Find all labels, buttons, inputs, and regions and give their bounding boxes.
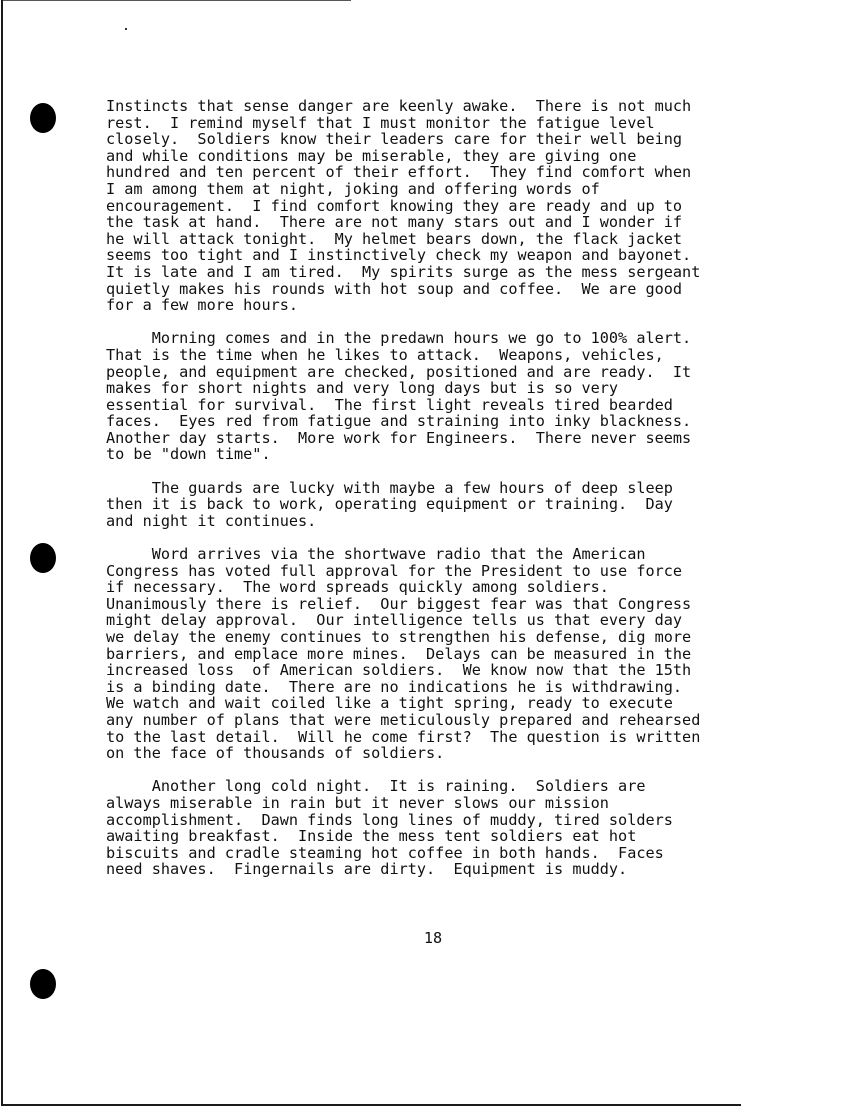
text-line: hundred and ten percent of their effort. They find comfort when: [106, 163, 692, 182]
scan-edge-bottom: [1, 1104, 741, 1106]
text-line: any number of plans that were meticulously prepared and rehearsed: [106, 710, 701, 729]
text-line: always miserable in rain but it never slows our mission: [106, 793, 609, 812]
text-line: need shaves. Fingernails are dirty. Equipment is muddy.: [106, 860, 628, 879]
scan-speck: [125, 28, 127, 30]
text-line: I am among them at night, joking and offering words of: [106, 179, 600, 198]
text-line: for a few more hours.: [106, 296, 299, 315]
text-line: Another day starts. More work for Engineers. There never seems: [106, 428, 692, 447]
text-line: then it is back to work, operating equipment or training. Day: [106, 495, 673, 514]
text-line: on the face of thousands of soldiers.: [106, 744, 445, 763]
text-line: if necessary. The word spreads quickly among soldiers.: [106, 578, 609, 597]
text-line: might delay approval. Our intelligence tells us that every day: [106, 611, 683, 630]
text-line: Unanimously there is relief. Our biggest fear was that Congress: [106, 594, 692, 613]
text-line: closely. Soldiers know their leaders care for their well being: [106, 130, 683, 149]
text-line: people, and equipment are checked, positioned and are ready. It: [106, 362, 692, 381]
text-line: increased loss of American soldiers. We know now that the 15th: [106, 661, 692, 680]
text-line: faces. Eyes red from fatigue and straining into inky blackness.: [106, 412, 692, 431]
text-line: we delay the enemy continues to strengthen his defense, dig more: [106, 628, 692, 646]
punch-hole-middle: [30, 543, 56, 573]
scan-edge-top: [1, 0, 351, 1]
text-line: Word arrives via the shortwave radio that the American: [106, 545, 646, 564]
paragraph-2: [106, 330, 786, 463]
text-line: essential for survival. The first light reveals tired bearded: [106, 395, 673, 414]
paragraph-3: [106, 480, 786, 530]
text-line: to the last detail. Will he come first? The question is written: [106, 727, 701, 746]
text-line: The guards are lucky with maybe a few hours of deep sleep: [106, 478, 673, 497]
text-line: seems too tight and I instinctively check my weapon and bayonet.: [106, 246, 692, 265]
text-line: Congress has voted full approval for the President to use force: [106, 561, 683, 580]
text-line: encouragement. I find comfort knowing they are ready and up to: [106, 196, 683, 215]
punch-hole-top: [30, 103, 56, 133]
text-line: That is the time when he likes to attack. Weapons, vehicles,: [106, 345, 664, 364]
text-line: barriers, and emplace more mines. Delays can be measured in the: [106, 644, 692, 663]
page-number: 18: [423, 929, 443, 947]
text-line: We watch and wait coiled like a tight spring, ready to execute: [106, 694, 673, 713]
text-line: accomplishment. Dawn finds long lines of muddy, tired solders: [106, 810, 673, 829]
paragraph-4: [106, 546, 786, 762]
text-line: makes for short nights and very long days but is so very: [106, 379, 619, 398]
paragraph-5: [106, 778, 786, 878]
text-line: quietly makes his rounds with hot soup and coffee. We are good: [106, 279, 683, 298]
punch-hole-bottom: [30, 969, 56, 999]
text-line: Another long cold night. It is raining. Soldiers are: [106, 777, 646, 796]
text-line: awaiting breakfast. Inside the mess tent soldiers eat hot: [106, 827, 637, 846]
text-line: biscuits and cradle steaming hot coffee in both hands. Faces: [106, 843, 664, 862]
text-line: to be "down time".: [106, 445, 271, 464]
text-line: and while conditions may be miserable, they are giving one: [106, 146, 637, 165]
body-text: [106, 98, 786, 895]
text-line: the task at hand. There are not many stars out and I wonder if: [106, 213, 683, 232]
text-line: Instincts that sense danger are keenly awake. There is not much: [106, 97, 692, 115]
text-line: he will attack tonight. My helmet bears down, the flack jacket: [106, 229, 683, 248]
text-line: rest. I remind myself that I must monitor the fatigue level: [106, 113, 655, 132]
text-line: It is late and I am tired. My spirits surge as the mess sergeant: [106, 262, 701, 281]
text-line: is a binding date. There are no indications he is withdrawing.: [106, 677, 683, 696]
paragraph-1: [106, 98, 786, 314]
text-line: Morning comes and in the predawn hours we go to 100% alert.: [106, 329, 692, 348]
text-line: and night it continues.: [106, 511, 317, 530]
